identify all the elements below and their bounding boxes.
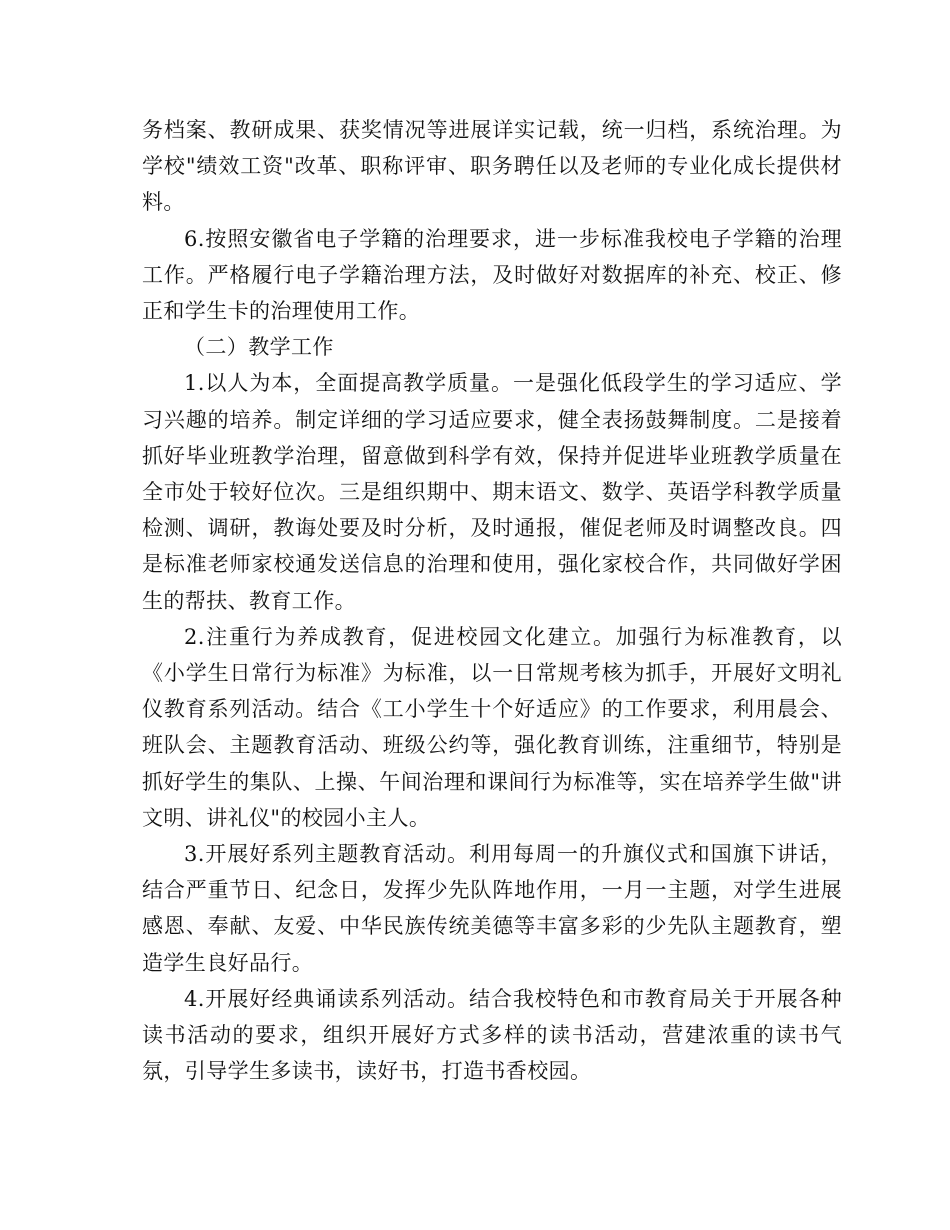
- document-body: [142, 112, 842, 1089]
- paragraph-item-6-student-records: 6.按照安徽省电子学籍的治理要求，进一步标准我校电子学籍的治理工作。严格履行电子学籍治理方法，及时做好对数据库的补充、校正、修正和学生卡的治理使用工作。: [142, 226, 842, 324]
- paragraph-item-3-theme-activities: 3.开展好系列主题教育活动。利用每周一的升旗仪式和国旗下讲话，结合严重节日、纪念日，发挥少先队阵地作用，一月一主题，对学生进展感恩、奉献、友爱、中华民族传统美德等丰富多彩的少先队主题教育，塑造学生良好品行。: [142, 842, 842, 975]
- paragraph-item-2-behavior-education: 2.注重行为养成教育，促进校园文化建立。加强行为标准教育，以《小学生日常行为标准》为标准，以一日常规考核为抓手，开展好文明礼仪教育系列活动。结合《工小学生十个好适应》的工作要求，利用晨会、班队会、主题教育活动、班级公约等，强化教育训练，注重细节，特别是抓好学生的集队、上操、午间治理和课间行为标准等，实在培养学生做"讲文明、讲礼仪"的校园小主人。: [142, 624, 842, 830]
- paragraph-item-1-teaching-quality: 1.以人为本，全面提高教学质量。一是强化低段学生的学习适应、学习兴趣的培养。制定详细的学习适应要求，健全表扬鼓舞制度。二是接着抓好毕业班教学治理，留意做到科学有效，保持并促进毕业班教学质量在全市处于较好位次。三是组织期中、期末语文、数学、英语学科教学质量检测、调研，教诲处要及时分析，及时通报，催促老师及时调整改良。四是标准老师家校通发送信息的治理和使用，强化家校合作，共同做好学困生的帮扶、教育工作。: [142, 371, 842, 613]
- paragraph-item-4-classic-reading: 4.开展好经典诵读系列活动。结合我校特色和市教育局关于开展各种读书活动的要求，组织开展好方式多样的读书活动，营建浓重的读书气氛，引导学生多读书，读好书，打造书香校园。: [142, 986, 842, 1084]
- paragraph-archive-continuation: 务档案、教研成果、获奖情况等进展详实记载，统一归档，系统治理。为学校"绩效工资"改革、职称评审、职务聘任以及老师的专业化成长提供材料。: [142, 118, 842, 215]
- section-heading-teaching-work: （二）教学工作: [184, 335, 334, 360]
